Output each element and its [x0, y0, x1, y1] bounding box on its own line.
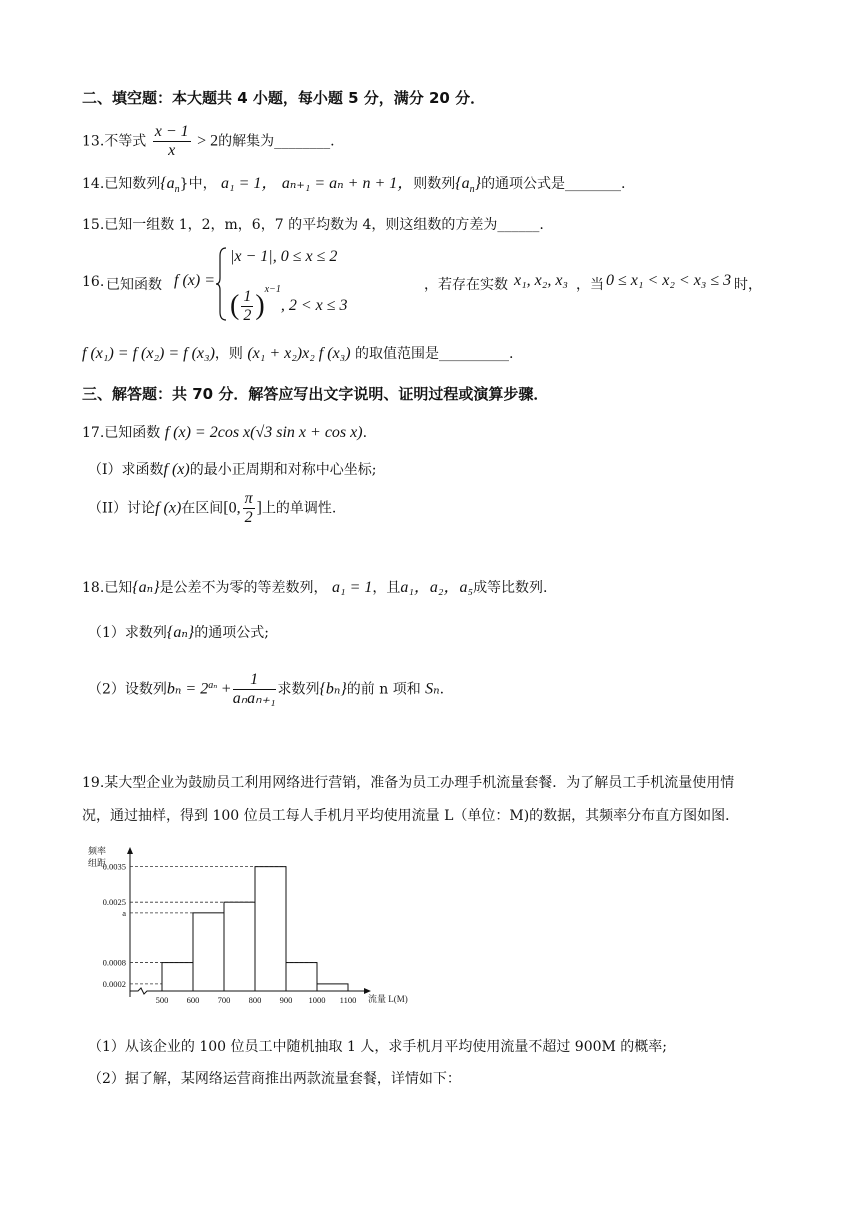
q16-mid: ，若存在实数 [424, 277, 508, 293]
q18-part2-label: （2）设数列 [88, 681, 167, 698]
q17-expression: f (x) = 2cos x(√3 sin x + cos x) [164, 424, 363, 441]
q16-brace [216, 246, 228, 322]
x-tick-label: 500 [155, 995, 169, 1005]
x-tick-label: 700 [217, 995, 231, 1005]
question-17 [82, 423, 367, 443]
x-tick-label: 1100 [339, 995, 357, 1005]
q13-prefix: 不等式 [104, 133, 147, 150]
q17-interval-right: ] [256, 499, 262, 517]
q16-half [241, 288, 253, 325]
q18-end: . [439, 681, 445, 698]
q19-number: 19. [82, 775, 105, 791]
q16-fx: f (x) = [174, 272, 215, 289]
q17-part2-mid: 在区间 [181, 500, 224, 517]
q16-exponent: x−1 [264, 284, 281, 295]
q13-number: 13. [82, 133, 105, 150]
q17-number: 17. [82, 425, 105, 441]
q18-exponent: aₙ [208, 680, 218, 691]
q18-text1: 是公差不为零的等差数列， [159, 580, 328, 596]
q19-line1: 某大型企业为鼓励员工利用网络进行营销，准备为员工办理手机流量套餐．为了解员工手机流量使用情 [104, 775, 735, 791]
y-label-top: 频率 [88, 846, 107, 856]
q18-terms: a₁，a₂，a₅ [400, 579, 474, 596]
question-15 [82, 215, 544, 235]
q14-mid: }中， [179, 176, 217, 192]
q17-part2 [88, 490, 336, 527]
q18-part1-seq: {aₙ} [166, 624, 195, 641]
x-tick-label: 600 [186, 995, 200, 1005]
q14-seq: {$a_n$ [160, 175, 180, 196]
q16-case1: |x − 1|, 0 ≤ x ≤ 2 [230, 248, 338, 265]
y-axis-arrow [127, 847, 133, 854]
x-label: 流量 L(M) [368, 994, 408, 1004]
histogram-bar [224, 902, 255, 991]
q13-suffix: 的解集为________. [218, 133, 335, 150]
q13-denominator: x [168, 142, 176, 159]
q16-case2: ( $\frac{1}{2}$ )$^{x-1}$, 2 < x ≤ 3 [230, 284, 348, 324]
q16-vars: x₁, x₂, x₃ [514, 272, 568, 289]
q16-case2-cond: , 2 < x ≤ 3 [280, 297, 348, 314]
q18-sum: Sₙ [425, 680, 440, 698]
q17-part2-label: （II）讨论 [88, 500, 156, 517]
q17-part1-label: （I）求函数 [88, 462, 164, 478]
x-tick-label: 800 [248, 995, 262, 1005]
y-tick-label: 0.0008 [102, 957, 126, 968]
question-18: 18.已知{aₙ}是公差不为零的等差数列， a₁ = 1，且a₁，a₂，a₅成等比数列. [82, 579, 548, 596]
q17-part1-tail: 的最小正周期和对称中心坐标; [189, 462, 377, 478]
q14-seq-a: {a [160, 175, 175, 192]
q17-pi-half [243, 490, 255, 527]
question-19-line1 [82, 773, 734, 793]
q16-cond-suffix: 时， [734, 277, 762, 293]
q16-line2-mid: ，则 [214, 346, 243, 362]
q18-a1: a₁ = 1 [332, 579, 373, 596]
q17-prefix: 已知函数 [104, 425, 161, 441]
q18-plus: + [221, 680, 231, 698]
question-14 [82, 174, 626, 200]
q18-seq: {aₙ} [132, 579, 160, 596]
y-tick-label: a [122, 907, 126, 918]
q17-part1-fx: f (x) [163, 461, 190, 478]
q14-recurrence: aₙ₊₁ = aₙ + n + 1， [281, 175, 414, 192]
q14-tail: 则数列 [413, 176, 456, 192]
q16-half-num: 1 [243, 287, 252, 305]
y-tick-label: 0.0025 [102, 897, 126, 908]
q18-part1-tail: 的通项公式; [194, 625, 269, 641]
section3-title: 三、解答题：共 70 分．解答应写出文字说明、证明过程或演算步骤． [82, 385, 549, 403]
y-tick-label: 0.0035 [102, 861, 126, 872]
frequency-histogram [82, 836, 442, 1026]
q17-pi: π [244, 490, 253, 507]
q18-text2: ，且 [372, 580, 401, 596]
q18-part2-tail: 的前 n 项和 [346, 681, 421, 698]
q15-number: 15. [82, 217, 105, 233]
q18-part1-label: （1）求数列 [88, 625, 167, 641]
q14-number: 14. [82, 176, 105, 192]
q18-part1 [88, 623, 269, 643]
histogram-bar [162, 963, 193, 991]
q17-part2-tail: 上的单调性. [261, 500, 337, 517]
section2-title: 二、填空题：本大题共 4 小题，每小题 5 分，满分 20 分． [82, 89, 486, 107]
q16-prefix: 已知函数 [106, 277, 162, 293]
q16-equality: f (x₁) = f (x₂) = f (x₃) [82, 345, 215, 362]
x-tick-label: 1000 [308, 995, 326, 1005]
question-19-line2: 况，通过抽样，得到 100 位员工每人手机月平均使用流量 L（单位：M)的数据，其频率分布直方图如图． [82, 808, 740, 824]
q18-number: 18. [82, 580, 105, 596]
histogram-bar [255, 867, 286, 991]
q16-cond-prefix: ，当 [576, 277, 604, 293]
q18-part2-seq: {bₙ} [319, 680, 347, 698]
q17-interval-left: [0, [223, 499, 241, 517]
q18-part2-mid: 求数列 [277, 681, 320, 698]
q18-bn: bₙ = 2 [166, 680, 209, 698]
histogram-bar [317, 984, 348, 991]
q17-two: 2 [244, 509, 253, 526]
q17-part1 [88, 460, 376, 480]
q18-part2 [88, 666, 444, 710]
y-label-bottom: 组距 [88, 858, 107, 868]
q14-a1: a₁ = 1， [221, 175, 278, 192]
q16-line2-tail: 的取值范围是__________. [355, 346, 514, 362]
q16-expression: (x₁ + x₂)x₂ f (x₃) [247, 345, 351, 362]
q16-cond: 0 ≤ x₁ < x₂ < x₃ ≤ 3 [606, 272, 732, 289]
q14-text: 已知数列 [104, 176, 161, 192]
q17-part2-fx: f (x) [155, 499, 182, 517]
q18-fraction [233, 671, 276, 708]
q17-end: . [362, 425, 368, 441]
q19-part2: （2）据了解，某网络运营商推出两款流量套餐，详情如下： [88, 1071, 461, 1087]
y-tick-label: 0.0002 [102, 978, 126, 989]
q13-fraction [153, 123, 191, 160]
q16-number: 16. [82, 274, 105, 290]
x-tick-label: 900 [279, 995, 293, 1005]
q15-text: 已知一组数 1，2，m，6，7 的平均数为 4，则这组数的方差为______. [104, 217, 544, 233]
q14-seq2: $\{a_n\}$ [455, 175, 482, 196]
q19-part1: （1）从该企业的 100 位员工中随机抽取 1 人，求手机月平均使用流量不超过 900M 的概率; [88, 1039, 668, 1055]
q13-relation: > 2 [197, 132, 219, 150]
q18-frac-den: aₙaₙ₊₁ [232, 690, 276, 708]
question-13 [82, 123, 335, 160]
question-16-line2 [82, 344, 513, 364]
histogram-bar [286, 963, 317, 991]
q13-numerator: x − 1 [154, 123, 189, 140]
q16-half-den: 2 [243, 306, 252, 324]
question-16 [82, 244, 782, 324]
histogram-bar [193, 913, 224, 991]
q14-tail2: 的通项公式是________. [481, 176, 626, 192]
q18-frac-num: 1 [233, 671, 276, 690]
q18-text3: 成等比数列. [473, 580, 548, 596]
